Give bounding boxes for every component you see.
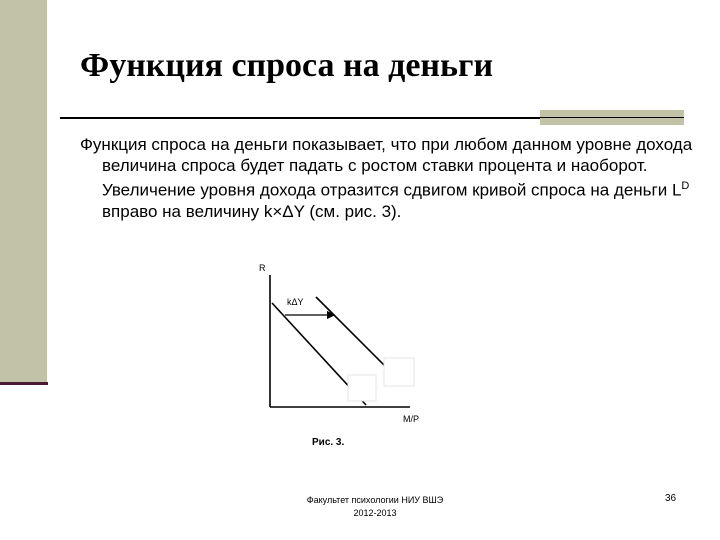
shift-label: kΔY [287, 297, 304, 307]
divider-decoration-top [540, 110, 684, 117]
divider-decoration-bottom [540, 118, 684, 125]
page-number: 36 [665, 493, 677, 504]
footer [280, 494, 470, 520]
slide-title: Функция спроса на деньги [80, 47, 494, 84]
curve-label-box-1 [348, 375, 376, 401]
body-text-tail: вправо на величину k×ΔY (см. рис. 3). [102, 201, 402, 221]
body-superscript: D [681, 180, 690, 192]
curve-label-box-2 [384, 358, 414, 386]
figure-caption: Рис. 3. [306, 432, 374, 454]
body-text-main: Функция спроса на деньги показывает, что при любом данном уровне дохода величина спроса будет падать с ростом ставки процента и наоборот. Увеличение уровня дохода отразится сдвигом кривой спроса на деньги L [80, 135, 693, 200]
y-axis-label: R [259, 263, 266, 273]
sidebar-decoration [0, 0, 47, 384]
footer-years: 2012-2013 [353, 508, 397, 518]
slide-body [80, 134, 712, 222]
money-demand-diagram [250, 255, 440, 435]
footer-institution: Факультет психологии НИУ ВШЭ [306, 495, 444, 505]
x-axis-label: M/P [403, 414, 420, 424]
sidebar-accent-line [0, 382, 48, 385]
